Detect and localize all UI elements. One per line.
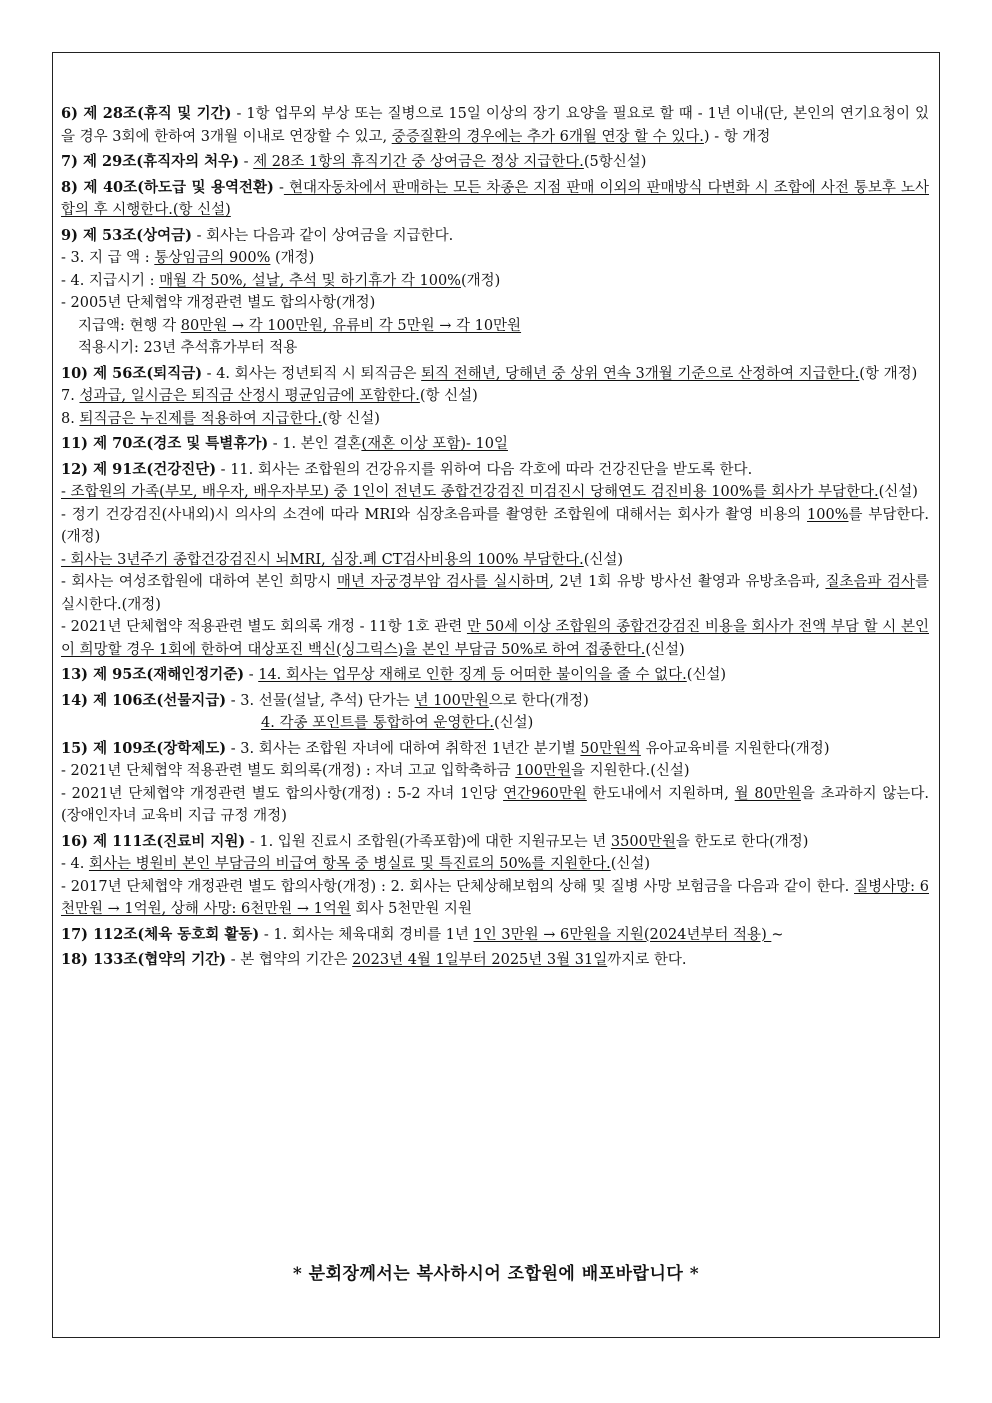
article-29: 7) 제 29조(휴직자의 처우) - 제 28조 1항의 휴직기간 중 상여금은 정상 지급한다.(5항신설): [61, 153, 647, 170]
list-item: 지급액: 현행 각 80만원 → 각 100만원, 유류비 각 5만원 → 각 10만원: [78, 317, 522, 334]
list-item: - 회사는 여성조합원에 대하여 본인 희망시 매년 자궁경부암 검사를 실시하며, 2년 1회 유방 방사선 촬영과 유방초음파, 질초음파 검사를 실시한다.(개정): [61, 574, 929, 613]
article-109: 15) 제 109조(장학제도) - 3. 회사는 조합원 자녀에 대하여 취학전 1년간 분기별 50만원씩 유아교육비를 지원한다(개정) - 2021년 단체협약 적용관련 별도 회의록(개정) : 자녀 고교 입학축하금 100만원을 지원한다.(신설) - 2021년 단체협약 개정관련 별도 합의사항(개정) : 5-2 자녀 1인당 연간960만원 한도내에서 지원하며, 월 80만원을 초과하지 않는다. (장애인자녀 교육비 지급 규정 개정): [61, 738, 929, 828]
distribution-notice: * 분회장께서는 복사하시어 조합원에 배포바랍니다 *: [292, 1264, 700, 1284]
list-item: - 2005년 단체협약 개정관련 별도 합의사항(개정): [61, 295, 376, 311]
list-item: 8. 퇴직금은 누진제를 적용하여 지급한다.(항 신설): [61, 410, 380, 427]
list-item: 7. 성과급, 일시금은 퇴직금 산정시 평균임금에 포함한다.(항 신설): [61, 388, 478, 404]
article-53: 9) 제 53조(상여금) - 회사는 다음과 같이 상여금을 지급한다. - 3. 지 급 액 : 통상임금의 900% (개정) - 4. 지급시기 : 매월 각 50%, 설날, 추석 및 하기휴가 각 100%(개정) - 2005년 단체협약 개정관련 별도 합의사항(개정) 지급액: 현행 각 80만원 → 각 100만원, 유류비 각 5만원 → 각 10만원 적용시기: 23년 추석휴가부터 적용: [61, 225, 929, 360]
list-item: - 정기 건강검진(사내외)시 의사의 소견에 따라 MRI와 심장초음파를 촬영한 조합원에 대해서는 회사가 촬영 비용의 100%를 부담한다.(개정): [61, 506, 929, 545]
list-item: - 4. 지급시기 : 매월 각 50%, 설날, 추석 및 하기휴가 각 100%(개정): [61, 272, 501, 289]
list-item: 적용시기: 23년 추석휴가부터 적용: [78, 340, 298, 356]
article-28: 6) 제 28조(휴직 및 기간) - 1항 업무외 부상 또는 질병으로 15일 이상의 장기 요양을 필요로 할 때 - 1년 이내(단, 본인의 연기요청이 있을 경우 3회에 한하여 3개월 이내로 연장할 수 있고, 중증질환의 경우에는 추가 6개월 연장 할 수 있다.) - 항 개정: [61, 105, 929, 145]
document-body: [61, 103, 929, 975]
article-112: 17) 112조(체육 동호회 활동) - 1. 회사는 체육대회 경비를 1년 1인 3만원 → 6만원을 지원(2024년부터 적용) ~: [61, 925, 784, 943]
list-item: - 2021년 단체협약 적용관련 별도 회의록 개정 - 11항 1호 관련 만 50세 이상 조합원의 종합건강검진 비용을 회사가 전액 부담 할 시 본인이 희망할 경우 1회에 한하여 대상포진 백신(싱그릭스)을 본인 부담금 50%로 하여 접종한다.(신설): [61, 619, 929, 658]
article-133: 18) 133조(협약의 기간) - 본 협약의 기간은 2023년 4월 1일부터 2025년 3월 31일까지로 한다.: [61, 951, 687, 968]
document-frame: [52, 52, 940, 1338]
list-item: - 2017년 단체협약 개정관련 별도 합의사항(개정) : 2. 회사는 단체상해보험의 상해 및 질병 사망 보험금을 다음과 같이 한다. 질병사망: 6천만원 → 1억원, 상해 사망: 6천만원 → 1억원 회사 5천만원 지원: [61, 878, 929, 917]
list-item: 4. 각종 포인트를 통합하여 운영한다.(신설): [261, 715, 534, 731]
article-70: 11) 제 70조(경조 및 특별휴가) - 1. 본인 결혼(재혼 이상 포함)- 10일: [61, 435, 508, 452]
article-106: 14) 제 106조(선물지급) - 3. 선물(설날, 추석) 단가는 년 100만원으로 한다(개정) 4. 각종 포인트를 통합하여 운영한다.(신설): [61, 690, 929, 735]
list-item: - 회사는 3년주기 종합건강검진시 뇌MRI, 심장.폐 CT검사비용의 100% 부담한다.(신설): [61, 551, 624, 568]
article-91: 12) 제 91조(건강진단) - 11. 회사는 조합원의 건강유지를 위하여 다음 각호에 따라 건강진단을 받도록 한다. - 조합원의 가족(부모, 배우자, 배우자부모) 중 1인이 전년도 종합건강검진 미검진시 당해연도 검진비용 100%를 회사가 부담한다.(신설) - 정기 건강검진(사내외)시 의사의 소견에 따라 MRI와 심장초음파를 촬영한 조합원에 대해서는 회사가 촬영 비용의 100%를 부담한다.(개정) - 회사는 3년주기 종합건강검진시 뇌MRI, 심장.폐 CT검사비용의 100% 부담한다.(신설) - 회사는 여성조합원에 대하여 본인 희망시 매년 자궁경부암 검사를 실시하며, 2년 1회 유방 방사선 촬영과 유방초음파, 질초음파 검사를 실시한다.(개정) - 2021년 단체협약 적용관련 별도 회의록 개정 - 11항 1호 관련 만 50세 이상 조합원의 종합건강검진 비용을 회사가 전액 부담 할 시 본인이 희망할 경우 1회에 한하여 대상포진 백신(싱그릭스)을 본인 부담금 50%로 하여 접종한다.(신설): [61, 459, 929, 662]
article-56: 10) 제 56조(퇴직금) - 4. 회사는 정년퇴직 시 퇴직금은 퇴직 전해년, 당해년 중 상위 연속 3개월 기준으로 산정하여 지급한다.(항 개정) 7. 성과급, 일시금은 퇴직금 산정시 평균임금에 포함한다.(항 신설) 8. 퇴직금은 누진제를 적용하여 지급한다.(항 신설): [61, 363, 929, 431]
article-95: 13) 제 95조(재해인정기준) - 14. 회사는 업무상 재해로 인한 징계 등 어떠한 불이익을 줄 수 없다.(신설): [61, 666, 727, 683]
list-item: - 2021년 단체협약 개정관련 별도 합의사항(개정) : 5-2 자녀 1인당 연간960만원 한도내에서 지원하며, 월 80만원을 초과하지 않는다. (장애인자녀 교육비 지급 규정 개정): [61, 785, 930, 824]
article-111: 16) 제 111조(진료비 지원) - 1. 입원 진료시 조합원(가족포함)에 대한 지원규모는 년 3500만원을 한도로 한다(개정) - 4. 회사는 병원비 본인 부담금의 비급여 항목 중 병실료 및 특진료의 50%를 지원한다.(신설) - 2017년 단체협약 개정관련 별도 합의사항(개정) : 2. 회사는 단체상해보험의 상해 및 질병 사망 보험금을 다음과 같이 한다. 질병사망: 6천만원 → 1억원, 상해 사망: 6천만원 → 1억원 회사 5천만원 지원: [61, 831, 929, 921]
list-item: - 3. 지 급 액 : 통상임금의 900% (개정): [61, 250, 315, 266]
list-item: - 2021년 단체협약 적용관련 별도 회의록(개정) : 자녀 고교 입학축하금 100만원을 지원한다.(신설): [61, 763, 690, 779]
article-40: 8) 제 40조(하도급 및 용역전환) - 현대자동차에서 판매하는 모든 차종은 지점 판매 이외의 판매방식 다변화 시 조합에 사전 통보후 노사 합의 후 시행한다.(항 신설): [61, 178, 929, 218]
list-item: - 조합원의 가족(부모, 배우자, 배우자부모) 중 1인이 전년도 종합건강검진 미검진시 당해연도 검진비용 100%를 회사가 부담한다.(신설): [61, 484, 918, 500]
list-item: - 4. 회사는 병원비 본인 부담금의 비급여 항목 중 병실료 및 특진료의 50%를 지원한다.(신설): [61, 856, 651, 872]
